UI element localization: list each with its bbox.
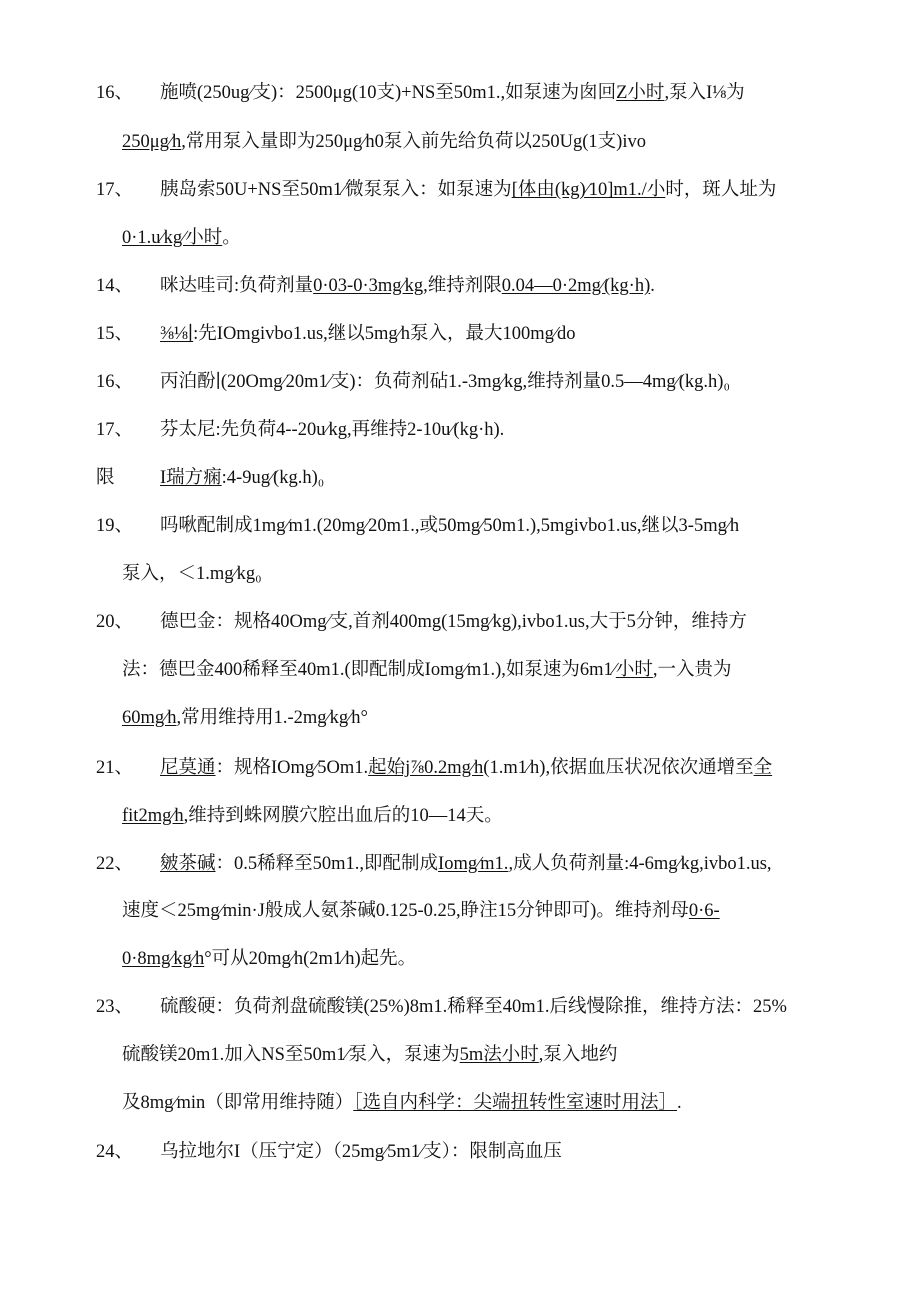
underlined-text: [体由(kg)∕10]m1./小 — [511, 180, 666, 200]
underlined-text: 0·8mg∕kg∕h — [122, 949, 205, 969]
underlined-text: 小时 — [615, 660, 653, 680]
item-text: 乌拉地尔I（压宁定）（25mg∕5m1∕支）：限制高血压 — [160, 1142, 562, 1162]
item-text: I瑞方痫:4-9ug∕(kg.h)₀ — [160, 468, 325, 488]
item-number: 16、 — [96, 372, 134, 392]
item-number: 15、 — [96, 324, 134, 344]
item-number: 20、 — [96, 612, 134, 632]
item-text: 及8mg∕min（即常用维持随）［选自内科学：尖端扭转性室速时用法］. — [122, 1093, 682, 1113]
item-text: 0·8mg∕kg∕h°可从20mg∕h(2m1∕h)起先。 — [122, 949, 417, 969]
item-number: 14、 — [96, 276, 134, 296]
item-text: fit2mg∕h,维持到蛛网膜穴腔出血后的10—14天。 — [122, 806, 503, 826]
item-text: 速度＜25mg∕min·J般成人氨茶碱0.125-0.25,睁注15分钟即可)。维持剂母0·6- — [122, 901, 720, 921]
underlined-text: 起始j⅞0.2mg∕h — [368, 758, 484, 778]
item-text: 法：德巴金400稀释至40m1.(即配制成Iomg∕m1.),如泵速为6m1∕小时,一入贵为 — [122, 660, 732, 680]
item-text: 皴茶碱：0.5稀释至50m1.,即配制成Iomg∕m1.,成人负荷剂量:4-6mg∕kg,ivbo1.us, — [160, 854, 772, 874]
underlined-text: 0·03-0·3mg∕kg — [313, 276, 424, 296]
item-text: 尼莫通：规格IOmg∕5Om1.起始j⅞0.2mg∕h(1.m1∕h),依据血压状况依次通增至全 — [160, 758, 773, 778]
underlined-text: I瑞方痫 — [160, 468, 222, 488]
underlined-text: ⅜⅛∣ — [160, 324, 194, 344]
item-text: 60mg∕h,常用维持用1.-2mg∕kg∕h° — [122, 708, 368, 728]
underlined-text: fit2mg∕h — [122, 806, 184, 826]
item-number: 17、 — [96, 180, 134, 200]
item-text: 硫酸镁20m1.加入NS至50m1∕泵入，泵速为5m法小时,泵入地约 — [122, 1045, 618, 1065]
item-text: 德巴金：规格40Omg∕支,首剂400mg(15mg∕kg),ivbo1.us,大于5分钟，维持方 — [160, 612, 747, 632]
underlined-text: 250μg∕h — [122, 132, 182, 152]
item-text: 250μg∕h,常用泵入量即为250μg∕h0泵入前先给负荷以250Ug(1支)ivo — [122, 132, 646, 152]
underlined-text: 0·1.u∕kg∕小时 — [122, 228, 223, 248]
item-number: 17、 — [96, 420, 134, 440]
item-text: 0·1.u∕kg∕小时。 — [122, 228, 241, 248]
underlined-text: 0.04—0·2mg∕(kg·h) — [501, 276, 651, 296]
item-text: 泵入，＜1.mg∕kg₀ — [122, 564, 262, 584]
item-number: 23、 — [96, 997, 134, 1017]
item-number: 22、 — [96, 854, 134, 874]
item-text: 施喷(250ug∕支)：2500μg(10支)+NS至50m1.,如泵速为囱回Z小时,泵入I⅛为 — [160, 83, 745, 103]
underlined-text: 0·6- — [688, 901, 720, 921]
underlined-text: Iomg∕m1. — [438, 854, 509, 874]
item-number: 限 — [96, 468, 115, 488]
underlined-text: 尼莫通 — [160, 758, 216, 778]
underlined-text: 5m法小时 — [459, 1045, 539, 1065]
underlined-text: 皴茶碱 — [160, 854, 216, 874]
underlined-text: ［选自内科学：尖端扭转性室速时用法］ — [353, 1093, 678, 1113]
item-text: ⅜⅛∣:先IOmgivbo1.us,继以5mg∕h泵入，最大100mg∕do — [160, 324, 576, 344]
item-number: 19、 — [96, 516, 134, 536]
item-text: 芬太尼:先负荷4--20u∕kg,再维持2-10u∕(kg·h). — [160, 420, 505, 440]
underlined-text: 全 — [753, 758, 773, 778]
item-text: 丙泊酚∣(20Omg∕20m1∕支)：负荷剂砧1.-3mg∕kg,维持剂量0.5—4mg∕(kg.h)₀ — [160, 372, 730, 392]
item-text: 胰岛索50U+NS至50m1∕微泵泵入：如泵速为[体由(kg)∕10]m1./小时，斑人址为 — [160, 180, 777, 200]
underlined-text: 60mg∕h — [122, 708, 177, 728]
item-text: 吗啾配制成1mg∕m1.(20mg∕20m1.,或50mg∕50m1.),5mgivbo1.us,继以3-5mg∕h — [160, 516, 740, 536]
item-text: 咪达哇司:负荷剂量0·03-0·3mg∕kg,维持剂限0.04—0·2mg∕(kg·h). — [160, 276, 655, 296]
underlined-text: Z小时 — [616, 83, 665, 103]
item-text: 硫酸硬：负荷剂盘硫酸镁(25%)8m1.稀释至40m1.后线慢除推，维持方法：25% — [160, 997, 787, 1017]
item-number: 16、 — [96, 83, 134, 103]
item-number: 24、 — [96, 1142, 134, 1162]
item-number: 21、 — [96, 758, 134, 778]
